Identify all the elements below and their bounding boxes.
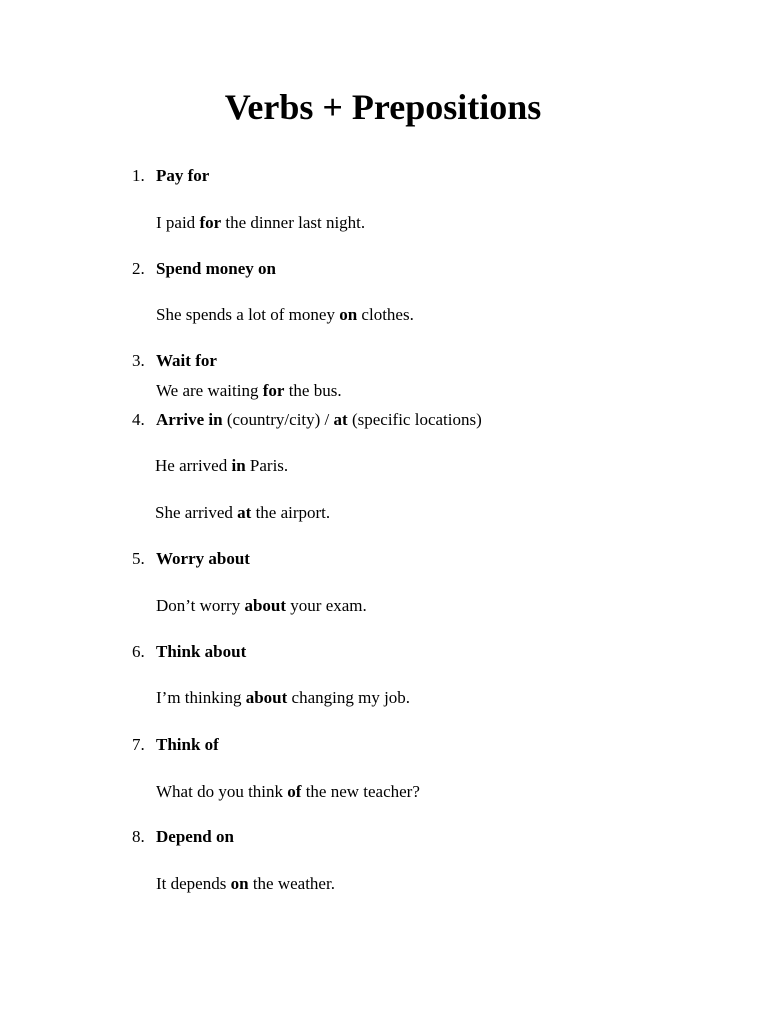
example-text: Don’t worry <box>156 596 245 615</box>
example-text: It depends <box>156 874 231 893</box>
example-text: changing my job. <box>287 688 411 707</box>
item-number: 8. <box>132 827 145 846</box>
example-text: your exam. <box>286 596 367 615</box>
item-number: 5. <box>132 549 145 568</box>
item-number: 7. <box>132 735 145 754</box>
example-preposition: about <box>244 596 287 615</box>
list-item-worry-about <box>132 548 250 570</box>
example-preposition: for <box>262 381 285 400</box>
list-item-spend-money-on <box>132 258 276 280</box>
example-preposition: on <box>339 305 358 324</box>
example-sentence <box>156 212 365 234</box>
list-item-pay-for <box>132 165 209 187</box>
example-sentence <box>156 781 420 803</box>
example-text: the bus. <box>284 381 342 400</box>
example-sentence <box>156 687 410 709</box>
example-text: She arrived <box>155 503 238 522</box>
example-text: What do you think <box>156 782 288 801</box>
example-text: She spends a lot of money <box>156 305 340 324</box>
item-label: Think about <box>156 642 247 661</box>
list-item-arrive-in-at <box>132 409 482 431</box>
example-text: the dinner last night. <box>221 213 366 232</box>
example-text: We are waiting <box>156 381 263 400</box>
example-sentence <box>156 595 367 617</box>
example-text: the new teacher? <box>301 782 420 801</box>
item-label-note: (specific locations) <box>347 410 482 429</box>
example-sentence <box>156 380 342 402</box>
item-label: Think of <box>156 735 219 754</box>
item-label: Spend money on <box>156 259 276 278</box>
example-preposition: on <box>230 874 249 893</box>
example-preposition: in <box>231 456 246 475</box>
item-number: 1. <box>132 166 145 185</box>
list-item-wait-for <box>132 350 217 372</box>
example-text: the airport. <box>251 503 331 522</box>
item-label: Pay for <box>156 166 210 185</box>
example-text: clothes. <box>357 305 414 324</box>
example-sentence <box>156 873 335 895</box>
example-text: I’m thinking <box>156 688 246 707</box>
item-number: 4. <box>132 410 145 429</box>
example-preposition: at <box>237 503 252 522</box>
list-item-think-about <box>132 641 246 663</box>
example-text: He arrived <box>155 456 232 475</box>
page-title: Verbs + Prepositions <box>224 87 542 127</box>
example-sentence <box>155 455 288 477</box>
example-preposition: for <box>199 213 222 232</box>
list-item-think-of <box>132 734 219 756</box>
example-sentence <box>156 304 414 326</box>
item-label: Arrive in <box>156 410 223 429</box>
example-text: the weather. <box>248 874 335 893</box>
example-preposition: about <box>245 688 288 707</box>
example-preposition: of <box>287 782 302 801</box>
example-text: Paris. <box>245 456 289 475</box>
item-label: Wait for <box>156 351 217 370</box>
item-label-second-preposition: at <box>333 410 348 429</box>
item-number: 3. <box>132 351 145 370</box>
item-label: Worry about <box>156 549 250 568</box>
item-label-note: (country/city) / <box>222 410 334 429</box>
list-item-depend-on <box>132 826 234 848</box>
item-label: Depend on <box>156 827 234 846</box>
item-number: 2. <box>132 259 145 278</box>
example-sentence <box>155 502 330 524</box>
example-text: I paid <box>156 213 200 232</box>
item-number: 6. <box>132 642 145 661</box>
